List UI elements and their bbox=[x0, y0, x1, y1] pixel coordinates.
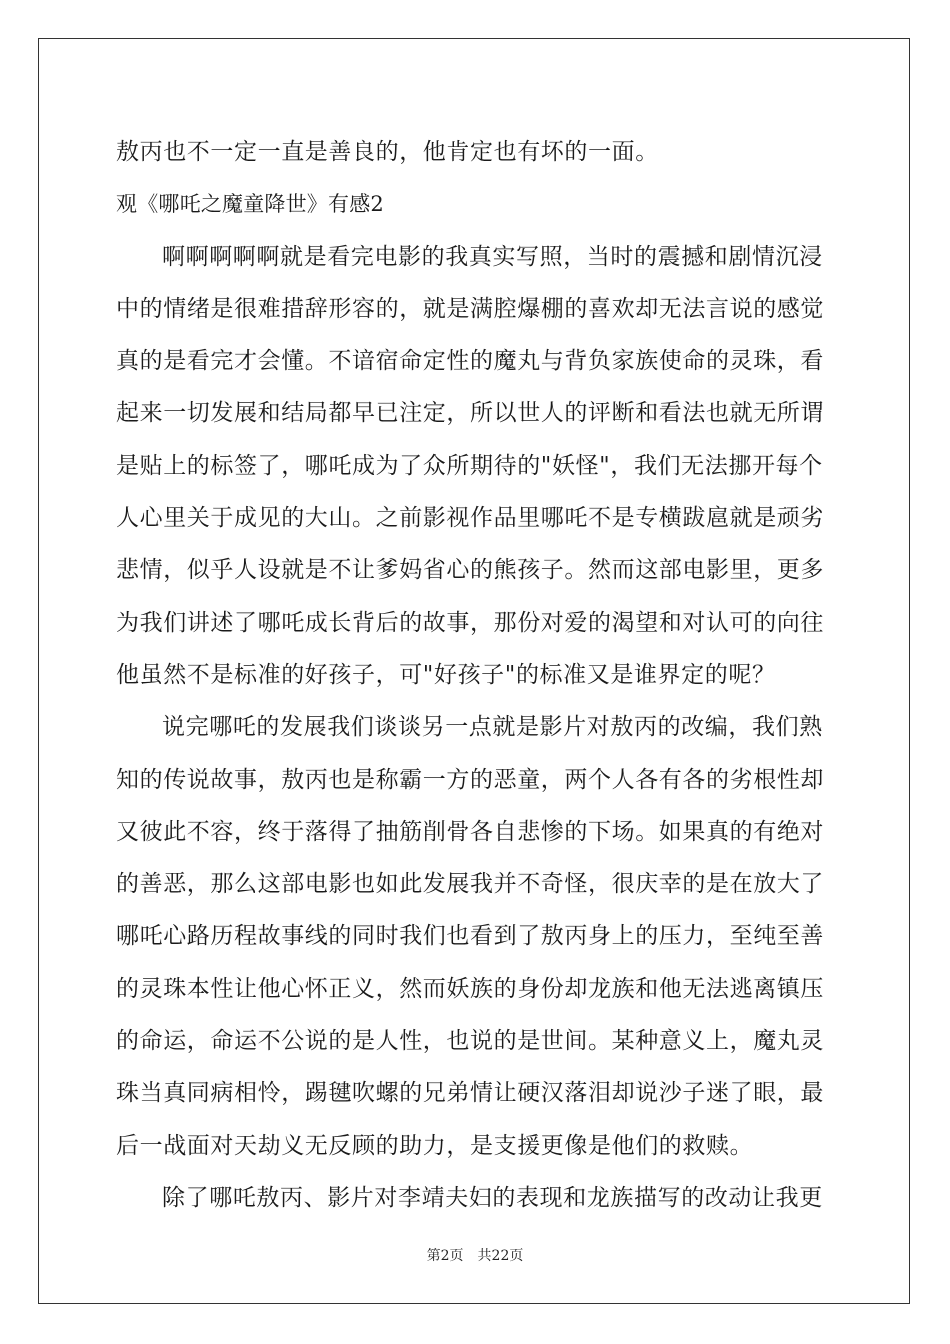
paragraph-first-line: 除了哪吒敖丙、影片对李靖夫妇的表现和龙族描写的改动让我更 bbox=[162, 1184, 823, 1211]
page-total: 共22页 bbox=[477, 1248, 524, 1264]
text-line: 又彼此不容，终于落得了抽筋削骨各自悲惨的下场。如果真的有绝对 bbox=[116, 818, 824, 845]
text-line: 珠当真同病相怜，踢毽吹螺的兄弟情让硬汉落泪却说沙子迷了眼，最 bbox=[116, 1080, 824, 1107]
paragraph-first-line: 说完哪吒的发展我们谈谈另一点就是影片对敖丙的改编，我们熟 bbox=[162, 714, 823, 741]
text-line: 知的传说故事，敖丙也是称霸一方的恶童，两个人各有各的劣根性却 bbox=[116, 766, 824, 793]
paragraph-first-line: 啊啊啊啊啊就是看完电影的我真实写照，当时的震撼和剧情沉浸 bbox=[162, 243, 823, 270]
text-line: 的灵珠本性让他心怀正义，然而妖族的身份却龙族和他无法逃离镇压 bbox=[116, 975, 824, 1002]
text-line: 哪吒心路历程故事线的同时我们也看到了敖丙身上的压力，至纯至善 bbox=[116, 923, 824, 950]
section-heading: 观《哪吒之魔童降世》有感2 bbox=[116, 192, 384, 217]
text-line: 真的是看完才会懂。不谙宿命定性的魔丸与背负家族使命的灵珠，看 bbox=[116, 348, 824, 375]
text-line: 起来一切发展和结局都早已注定，所以世人的评断和看法也就无所谓 bbox=[116, 400, 824, 427]
text-line: 中的情绪是很难措辞形容的，就是满腔爆棚的喜欢却无法言说的感觉 bbox=[116, 295, 824, 322]
document-body bbox=[116, 126, 836, 1224]
text-line: 的善恶，那么这部电影也如此发展我并不奇怪，很庆幸的是在放大了 bbox=[116, 871, 824, 898]
text-line: 的命运，命运不公说的是人性，也说的是世间。某种意义上，魔丸灵 bbox=[116, 1028, 824, 1055]
text-line: 悲情，似乎人设就是不让爹妈省心的熊孩子。然而这部电影里，更多 bbox=[116, 557, 824, 584]
page-footer bbox=[0, 1245, 950, 1265]
page-number: 第2页 bbox=[426, 1248, 464, 1264]
text-line: 敖丙也不一定一直是善良的，他肯定也有坏的一面。 bbox=[116, 139, 659, 165]
text-line: 人心里关于成见的大山。之前影视作品里哪吒不是专横跋扈就是顽劣 bbox=[116, 505, 824, 532]
text-line: 为我们讲述了哪吒成长背后的故事，那份对爱的渴望和对认可的向往 bbox=[116, 609, 824, 636]
text-line: 他虽然不是标准的好孩子，可"好孩子"的标准又是谁界定的呢？ bbox=[116, 661, 776, 688]
text-line: 后一战面对天劫义无反顾的助力，是支援更像是他们的救赎。 bbox=[116, 1132, 754, 1159]
text-line: 是贴上的标签了，哪吒成为了众所期待的"妖怪"，我们无法挪开每个 bbox=[116, 452, 823, 479]
